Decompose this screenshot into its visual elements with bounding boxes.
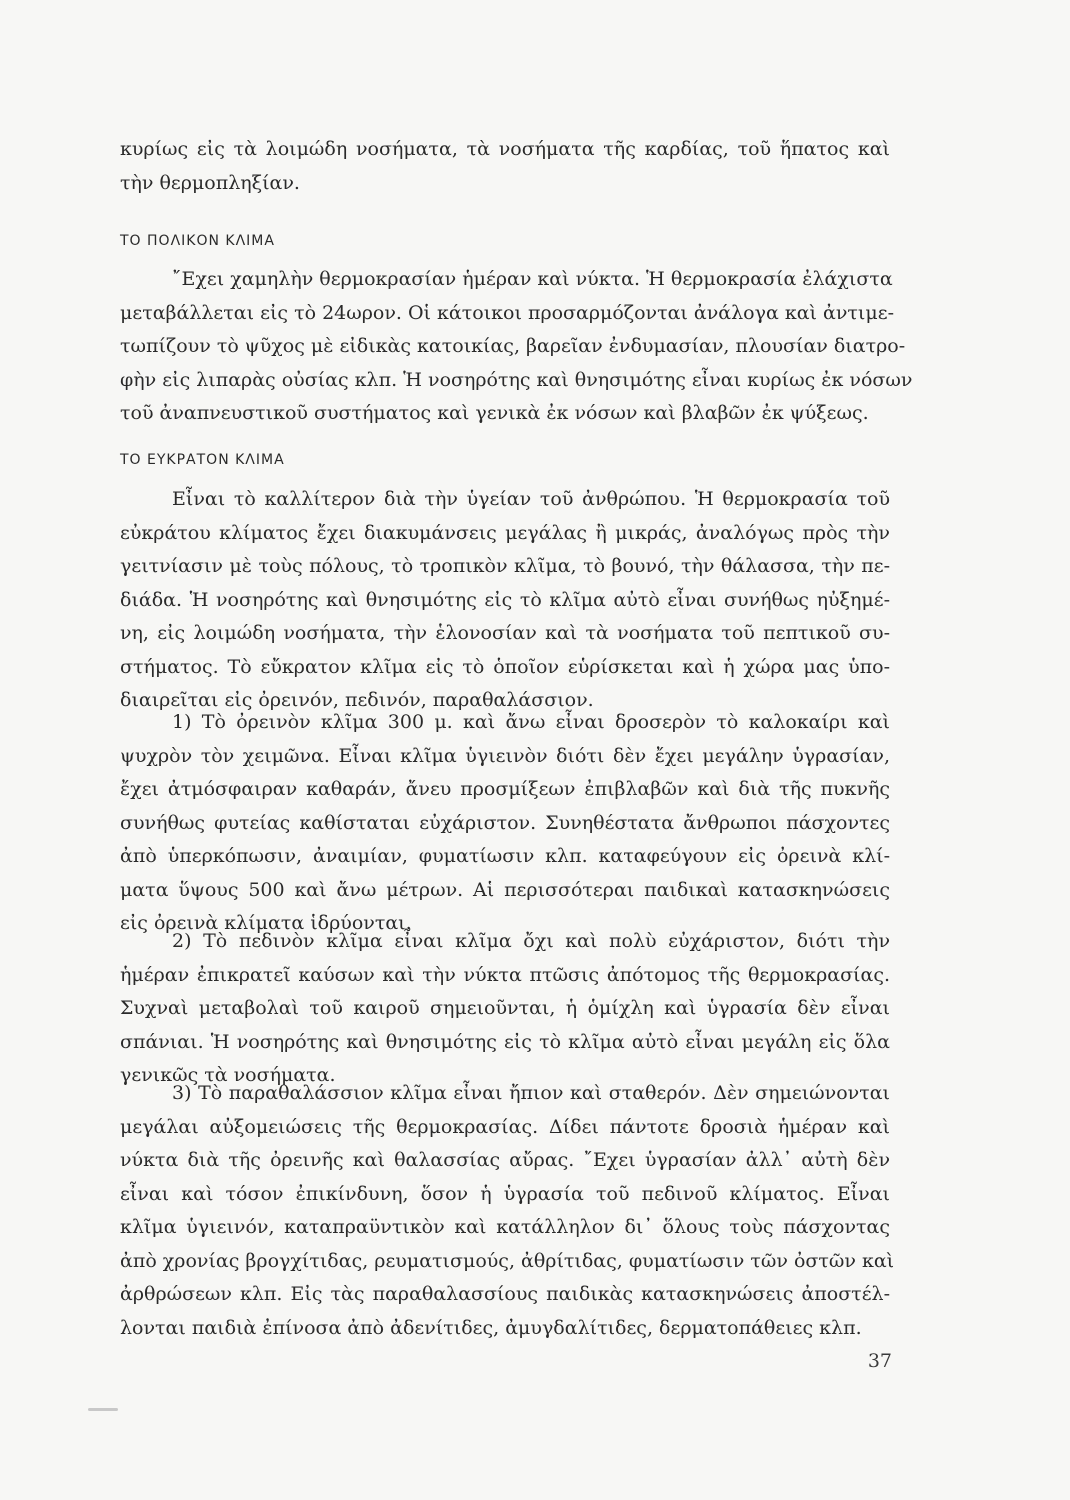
text-line: γενικῶς τὰ νοσήματα. [120,1064,336,1086]
text-line: κυρίως εἰς τὰ λοιμώδη νοσήματα, τὰ νοσήματα τῆς καρδίας, τοῦ ἥπατος καὶ [120,138,890,160]
mountain-paragraph [120,706,890,941]
text-line: γειτνίασιν μὲ τοὺς πόλους, τὸ τροπικὸν κλῖμα, τὸ βουνό, τὴν θάλασσα, τὴν πε- [120,555,890,577]
text-line: ἀπὸ χρονίας βρογχίτιδας, ρευματισμούς, ἀθρίτιδας, φυματίωσιν τῶν ὀστῶν καὶ [120,1249,895,1272]
text-line: μεταβάλλεται εἰς τὸ 24ωρον. Οἱ κάτοικοι προσαρμόζονται ἀνάλογα καὶ ἀντιμε- [120,301,894,324]
text-line: φὴν εἰς λιπαρὰς οὐσίας κλπ. Ἡ νοσηρότης καὶ θνησιμότης εἶναι κυρίως ἐκ νόσων [120,368,913,391]
text-line: νη, εἰς λοιμώδη νοσήματα, τὴν ἑλονοσίαν καὶ τὰ νοσήματα τοῦ πεπτικοῦ συ- [120,622,890,644]
temperate-paragraph [120,483,890,718]
coastal-paragraph [120,1077,895,1345]
text-line: στήματος. Τὸ εὔκρατον κλῖμα εἰς τὸ ὁποῖον εὑρίσκεται καὶ ἡ χώρα μας ὑπο- [120,655,890,678]
text-line: ἀπὸ ὑπερκόπωσιν, ἀναιμίαν, φυματίωσιν κλπ. καταφεύγουν εἰς ὀρεινὰ κλί- [120,845,890,867]
section-heading-polar: ΤΟ ΠΟΛΙΚΟΝ ΚΛΙΜΑ [120,233,275,249]
text-line: νύκτα διὰ τῆς ὀρεινῆς καὶ θαλασσίας αὔρας. ῎Εχει ὑγρασίαν ἀλλ᾽ αὐτὴ δὲν [120,1149,890,1171]
text-line: τοῦ ἀναπνευστικοῦ συστήματος καὶ γενικὰ ἐκ νόσων καὶ βλαβῶν ἐκ ψύξεως. [120,402,869,424]
text-line: 3) Τὸ παραθαλάσσιον κλῖμα εἶναι ἤπιον καὶ σταθερόν. Δὲν σημειώνονται [172,1082,890,1104]
text-line: Εἶναι τὸ καλλίτερον διὰ τὴν ὑγείαν τοῦ ἀνθρώπου. Ἡ θερμοκρασία τοῦ [172,488,890,510]
text-line: ἡμέραν ἐπικρατεῖ καύσων καὶ τὴν νύκτα πτῶσις ἀπότομος τῆς θερμοκρασίας. [120,963,890,986]
text-line: τὴν θερμοπληξίαν. [120,171,300,194]
page-number: 37 [867,1350,892,1372]
text-line: διάδα. Ἡ νοσηρότης καὶ θνησιμότης εἰς τὸ κλῖμα αὐτὸ εἶναι συνήθως ηὐξημέ- [120,588,890,611]
plain-paragraph [120,925,890,1093]
text-line: συνήθως φυτείας καθίσταται εὐχάριστον. Συνηθέστατα ἄνθρωποι πάσχοντες [120,811,890,834]
text-line: λονται παιδιὰ ἐπίνοσα ἀπὸ ἀδενίτιδες, ἀμυγδαλίτιδες, δερματοπάθειες κλπ. [120,1316,862,1339]
text-line: 2) Τὸ πεδινὸν κλῖμα εἶναι κλῖμα ὄχι καὶ πολὺ εὐχάριστον, διότι τὴν [172,930,890,952]
text-line: διαιρεῖται εἰς ὀρεινόν, πεδινόν, παραθαλάσσιον. [120,689,594,711]
polar-paragraph [120,263,913,431]
section-heading-temperate: ΤΟ ΕΥΚΡΑΤΟΝ ΚΛΙΜΑ [120,452,285,468]
text-line: ἔχει ἀτμόσφαιραν καθαράν, ἄνευ προσμίξεων ἐπιβλαβῶν καὶ διὰ τῆς πυκνῆς [120,778,890,800]
text-line: κλῖμα ὑγιεινόν, καταπραϋντικὸν καὶ κατάλληλον δι᾽ ὅλους τοὺς πάσχοντας [120,1216,890,1238]
text-line: εἶναι καὶ τόσον ἐπικίνδυνη, ὅσον ἡ ὑγρασία τοῦ πεδινοῦ κλίματος. Εἶναι [120,1182,890,1205]
text-line: σπάνιαι. Ἡ νοσηρότης καὶ θνησιμότης εἰς τὸ κλῖμα αὐτὸ εἶναι μεγάλη εἰς ὅλα [120,1030,890,1053]
text-line: ψυχρὸν τὸν χειμῶνα. Εἶναι κλῖμα ὑγιεινὸν διότι δὲν ἔχει μεγάλην ὑγρασίαν, [120,744,890,767]
text-line: 1) Τὸ ὀρεινὸν κλῖμα 300 μ. καὶ ἄνω εἶναι δροσερὸν τὸ καλοκαίρι καὶ [172,711,890,733]
text-line: τωπίζουν τὸ ψῦχος μὲ εἰδικὰς κατοικίας, βαρεῖαν ἐνδυμασίαν, πλουσίαν διατρο- [120,335,906,357]
text-line: εὐκράτου κλίματος ἔχει διακυμάνσεις μεγάλας ἢ μικράς, ἀναλόγως πρὸς τὴν [120,521,890,544]
text-line: Συχναὶ μεταβολαὶ τοῦ καιροῦ σημειοῦνται, ἡ ὁμίχλη καὶ ὑγρασία δὲν εἶναι [120,997,890,1019]
text-line: μεγάλαι αὐξομειώσεις τῆς θερμοκρασίας. Δίδει πάντοτε δροσιὰ ἡμέραν καὶ [120,1115,890,1138]
intro-paragraph [120,133,890,200]
text-line: ματα ὕψους 500 καὶ ἄνω μέτρων. Αἱ περισσότεραι παιδικαὶ κατασκηνώσεις [120,878,890,901]
scan-smudge [88,1408,118,1411]
text-line: ἀρθρώσεων κλπ. Εἰς τὰς παραθαλασσίους παιδικὰς κατασκηνώσεις ἀποστέλ- [120,1283,890,1305]
text-line: ῎Εχει χαμηλὴν θερμοκρασίαν ἡμέραν καὶ νύκτα. Ἡ θερμοκρασία ἐλάχιστα [172,268,893,290]
text-line: εἰς ὀρεινὰ κλίματα ἱδρύονται. [120,912,412,934]
